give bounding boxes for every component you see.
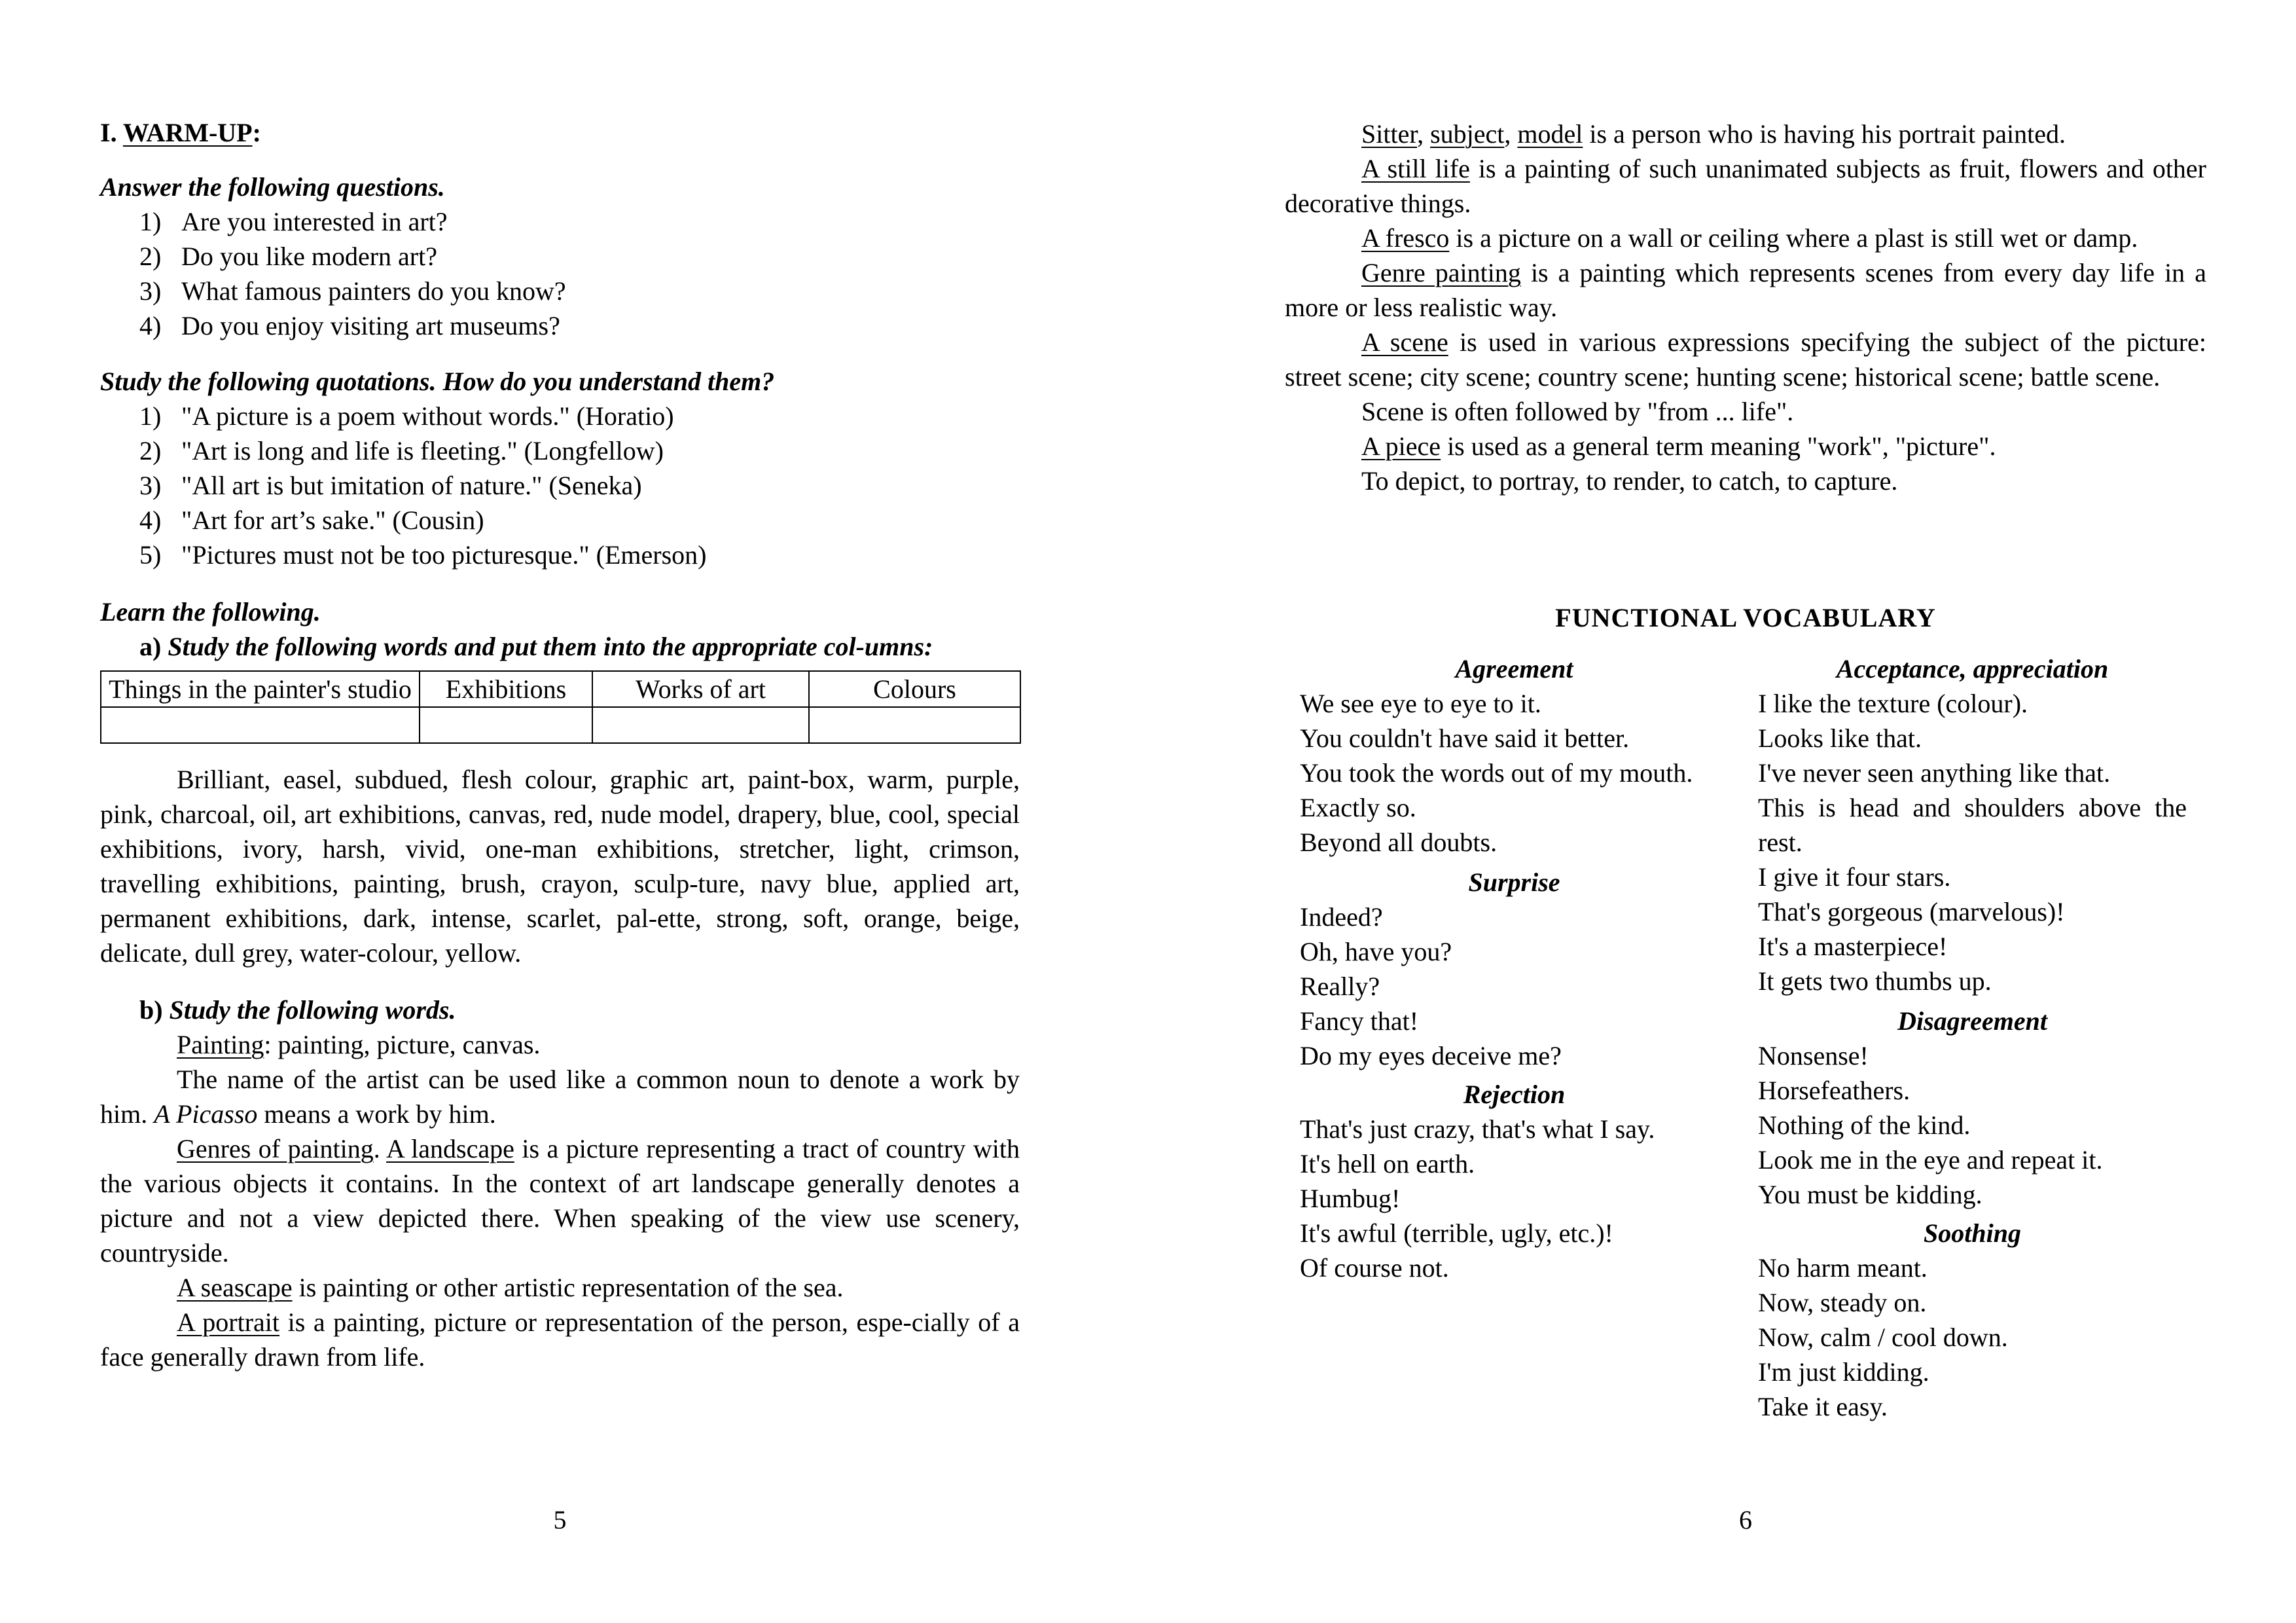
list-item: This is head and shoulders above the rest.: [1758, 793, 2187, 857]
item-number: 2): [139, 242, 162, 271]
item-text: "All art is but imitation of nature." (Seneka): [181, 471, 642, 500]
list-item: Nothing of the kind.: [1758, 1110, 1971, 1140]
term: A fresco: [1361, 223, 1450, 253]
still-life-entry: [1285, 151, 2206, 221]
questions-list: [100, 204, 1020, 343]
item-text: "Art for art’s sake." (Cousin): [181, 505, 484, 535]
list-item: Do my eyes deceive me?: [1300, 1041, 1562, 1070]
list-item: No harm meant.: [1758, 1253, 1928, 1283]
list-item: Humbug!: [1300, 1184, 1401, 1213]
columns-table: [100, 670, 1021, 744]
item-text: "Pictures must not be too picturesque." (Emerson): [181, 540, 707, 570]
list-item: [139, 274, 1020, 308]
task-b-label: b): [139, 995, 163, 1025]
piece-entry: [1285, 429, 2206, 464]
paragraph-text: means a work by him.: [257, 1099, 496, 1129]
term: Genre painting: [1361, 258, 1521, 287]
term: Painting: [177, 1030, 264, 1059]
definition: : painting, picture, canvas.: [264, 1030, 541, 1059]
italic-text: A Picasso: [154, 1099, 258, 1129]
list-item: It gets two thumbs up.: [1758, 966, 1992, 996]
term: model: [1517, 119, 1583, 149]
list-item: Exactly so.: [1300, 793, 1416, 822]
table-cell: [101, 707, 420, 743]
item-number: 5): [139, 540, 162, 570]
list-item: Take it easy.: [1758, 1392, 1888, 1421]
definition: is a picture on a wall or ceiling where a plast is still wet or damp.: [1449, 223, 2138, 253]
sitter-entry: [1285, 117, 2206, 151]
list-item: Beyond all doubts.: [1300, 828, 1498, 857]
task-a-label: a): [139, 632, 162, 661]
separator: .: [373, 1134, 386, 1163]
list-item: Indeed?: [1300, 902, 1383, 932]
term: Genres of painting: [177, 1134, 374, 1163]
item-text: "A picture is a poem without words." (Horatio): [181, 401, 674, 431]
item-text: Do you enjoy visiting art museums?: [181, 311, 560, 340]
section-heading: [100, 115, 1020, 150]
definition: is used as a general term meaning "work", "picture".: [1441, 431, 1996, 461]
seascape-entry: [100, 1270, 1020, 1305]
agreement-heading: Agreement: [1455, 654, 1573, 684]
item-number: 4): [139, 505, 162, 535]
vocab-column-right: [1758, 651, 2187, 1424]
scene-note: Scene is often followed by "from ... life".: [1361, 397, 1794, 426]
list-item: It's a masterpiece!: [1758, 932, 1948, 961]
item-text: Do you like modern art?: [181, 242, 437, 271]
section-title: WARM-UP: [122, 118, 253, 147]
definition: is painting or other artistic representation of the sea.: [292, 1273, 844, 1302]
soothing-heading: Soothing: [1924, 1218, 2021, 1248]
table-row: [101, 707, 1020, 743]
list-item: I've never seen anything like that.: [1758, 758, 2111, 788]
list-item: Fancy that!: [1300, 1006, 1419, 1036]
term: A scene: [1361, 327, 1448, 357]
left-page: [100, 0, 1020, 1623]
surprise-heading: Surprise: [1468, 867, 1560, 897]
paragraph-text: The name of the artist can be used like a common noun to denote a work by him.: [100, 1065, 1020, 1129]
genres-entry: [100, 1131, 1020, 1270]
separator: ,: [1417, 119, 1431, 149]
table-header-cell: Exhibitions: [420, 671, 592, 707]
list-item: It's hell on earth.: [1300, 1149, 1475, 1178]
word-list: Brilliant, easel, subdued, flesh colour, graphic art, paint-box, warm, purple, pink, charcoal, oil, art exhibitions, canvas, red, nude model, drapery, blue, cool, special exhibitions, ivory, harsh, vivid, one-man exhibitions, stretcher, light, crimson, travelling exhibitions, painting, brush, crayon, sculp-ture, navy blue, applied art, permanent exhibitions, dark, intense, scarlet, pal-ette, strong, soft, orange, beige, delicate, dull grey, water-colour, yellow.: [100, 765, 1020, 968]
item-text: What famous painters do you know?: [181, 276, 566, 306]
list-item: That's just crazy, that's what I say.: [1300, 1114, 1655, 1144]
term: Sitter: [1361, 119, 1418, 149]
list-item: Horsefeathers.: [1758, 1076, 1910, 1105]
list-item: You took the words out of my mouth.: [1300, 758, 1693, 788]
definition: is a person who is having his portrait painted.: [1583, 119, 2066, 149]
item-number: 2): [139, 436, 162, 465]
table-header-cell: Works of art: [592, 671, 809, 707]
list-item: [139, 538, 1020, 572]
rejection-heading: Rejection: [1463, 1080, 1566, 1109]
list-item: We see eye to eye to it.: [1300, 689, 1541, 718]
term: A portrait: [177, 1307, 280, 1337]
functional-vocabulary-title: FUNCTIONAL VOCABULARY: [1555, 603, 1936, 632]
list-item: [139, 468, 1020, 503]
list-item: Now, steady on.: [1758, 1288, 1927, 1317]
definition: is a painting, picture or representation of the person, espe-cially of a face generally drawn from life.: [100, 1307, 1020, 1372]
list-item: [139, 204, 1020, 239]
quotations-heading: Study the following quotations. How do you understand them?: [100, 367, 775, 396]
separator: ,: [1504, 119, 1518, 149]
section-number: I.: [100, 118, 117, 147]
list-item: Really?: [1300, 972, 1380, 1001]
item-text: Are you interested in art?: [181, 207, 448, 236]
table-cell: [592, 707, 809, 743]
list-item: [139, 239, 1020, 274]
list-item: I like the texture (colour).: [1758, 689, 2028, 718]
painting-entry: [100, 1027, 1020, 1062]
vocab-column-left: [1300, 651, 1729, 1285]
list-item: You must be kidding.: [1758, 1180, 1982, 1209]
table-cell: [420, 707, 592, 743]
item-number: 1): [139, 401, 162, 431]
table-header-cell: Colours: [809, 671, 1020, 707]
left-page-body: [100, 115, 1020, 1374]
item-number: 4): [139, 311, 162, 340]
portrait-entry: [100, 1305, 1020, 1374]
genre-painting-entry: [1285, 255, 2206, 325]
definition: is used in various expressions specifying the subject of the picture: street scene; city scene; country scene; hunting scene; historical scene; battle scene.: [1285, 327, 2206, 392]
list-item: Of course not.: [1300, 1253, 1449, 1283]
term: A landscape: [386, 1134, 514, 1163]
quotations-list: [100, 399, 1020, 572]
list-item: That's gorgeous (marvelous)!: [1758, 897, 2065, 926]
disagreement-heading: Disagreement: [1897, 1006, 2047, 1036]
list-item: Look me in the eye and repeat it.: [1758, 1145, 2103, 1175]
artist-entry: [100, 1062, 1020, 1131]
term: A still life: [1361, 154, 1470, 183]
fresco-entry: [1285, 221, 2206, 255]
acceptance-heading: Acceptance, appreciation: [1836, 654, 2109, 684]
learn-heading: Learn the following.: [100, 597, 321, 627]
term: A piece: [1361, 431, 1441, 461]
table-header-cell: Things in the painter's studio: [101, 671, 420, 707]
definition: is a painting of such unanimated subjects as fruit, flowers and other decorative things.: [1285, 154, 2207, 218]
term: A seascape: [177, 1273, 293, 1302]
item-number: 3): [139, 276, 162, 306]
page-number: 5: [553, 1505, 567, 1535]
list-item: Nonsense!: [1758, 1041, 1869, 1070]
task-b-text: Study the following words.: [169, 995, 456, 1025]
list-item: [139, 308, 1020, 343]
verbs-line: To depict, to portray, to render, to catch, to capture.: [1361, 466, 1898, 496]
list-item: You couldn't have said it better.: [1300, 723, 1630, 753]
table-header-row: [101, 671, 1020, 707]
definition: is a painting which represents scenes from every day life in a more or less realistic way.: [1285, 258, 2206, 322]
definition: is a picture representing a tract of country with the various objects it contains. In the context of art landscape generally denotes a picture and not a view depicted there. When speaking of the view use scenery, countryside.: [100, 1134, 1020, 1267]
list-item: It's awful (terrible, ugly, etc.)!: [1300, 1218, 1613, 1248]
page-number: 6: [1739, 1505, 1752, 1535]
term: subject: [1430, 119, 1505, 149]
list-item: I'm just kidding.: [1758, 1357, 1929, 1387]
task-a-text: Study the following words and put them into the appropriate col-umns:: [168, 632, 933, 661]
task-b: [100, 993, 1020, 1027]
scene-entry: [1285, 325, 2206, 394]
right-page: [1285, 0, 2206, 1623]
list-item: Looks like that.: [1758, 723, 1922, 753]
list-item: [139, 399, 1020, 433]
table-cell: [809, 707, 1020, 743]
item-text: "Art is long and life is fleeting." (Longfellow): [181, 436, 664, 465]
questions-heading: Answer the following questions.: [100, 172, 445, 202]
item-number: 3): [139, 471, 162, 500]
list-item: Now, calm / cool down.: [1758, 1322, 2008, 1352]
right-page-body: [1285, 117, 2206, 498]
list-item: Oh, have you?: [1300, 937, 1452, 966]
task-a: [100, 629, 1020, 664]
list-item: [139, 433, 1020, 468]
section-colon: :: [252, 118, 261, 147]
item-number: 1): [139, 207, 162, 236]
list-item: I give it four stars.: [1758, 862, 1951, 892]
list-item: [139, 503, 1020, 538]
